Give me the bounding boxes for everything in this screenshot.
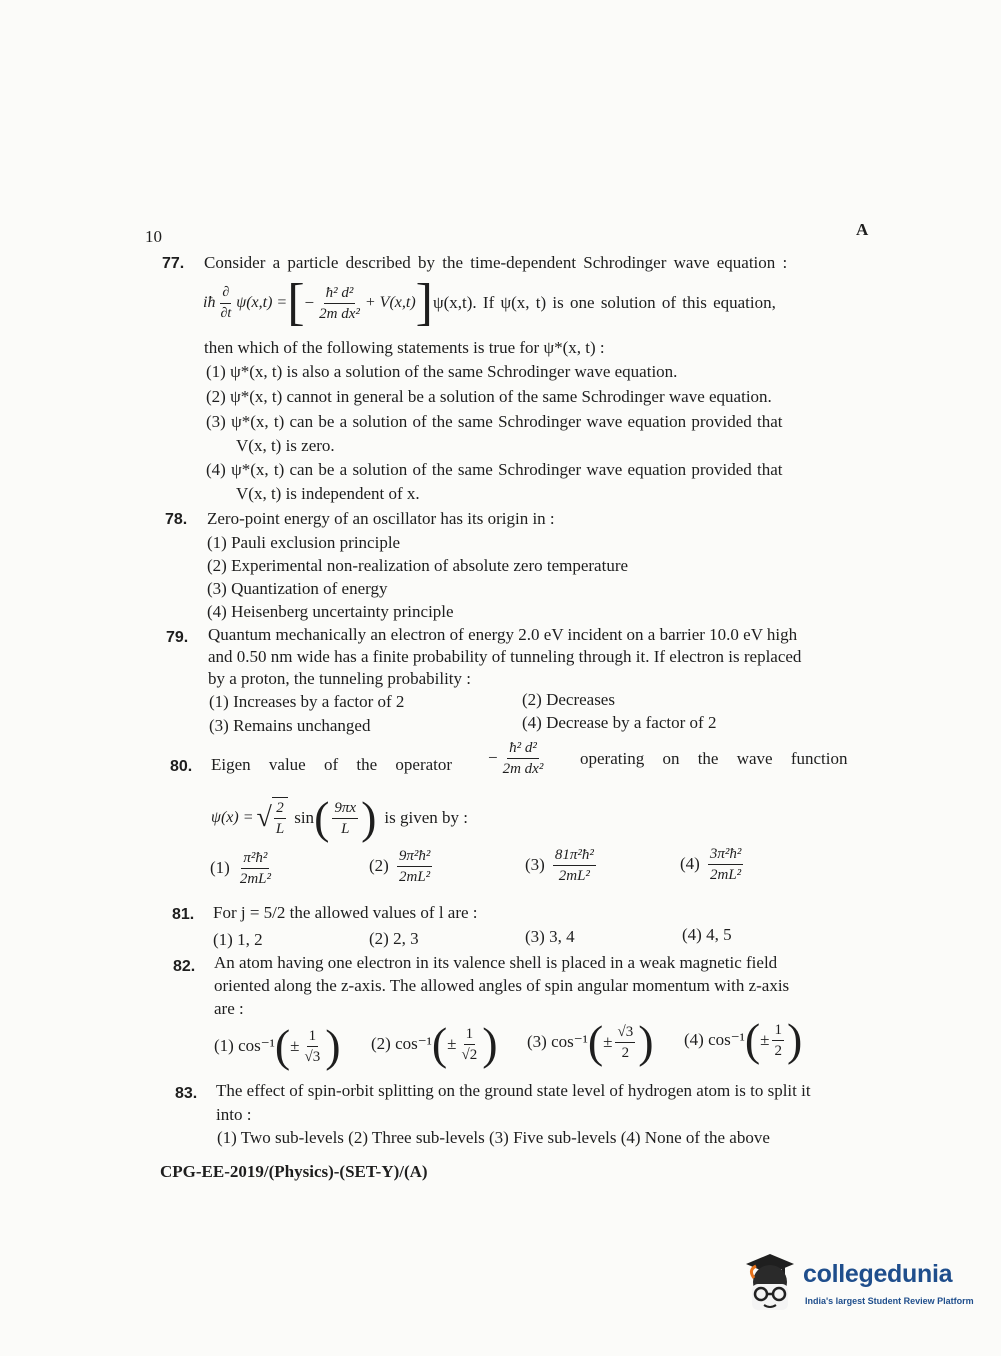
option-1: (1) Pauli exclusion principle [207, 533, 401, 552]
option-3: (3) ψ*(x, t) can be a solution of the same Schrodinger wave equation provided that [206, 412, 783, 431]
right-bracket: ] [415, 274, 433, 331]
option-4: (4) Heisenberg uncertainty principle [207, 602, 454, 621]
set-letter: A [856, 220, 869, 239]
question-stem: are : [214, 999, 244, 1018]
wf-arg-frac: $\frac{9\pi x}{L}$ [334, 799, 357, 837]
wf-tail: is given by : [384, 808, 468, 827]
option-3: (3) Quantization of energy [207, 579, 388, 598]
question-number: 77. [162, 255, 185, 272]
option-1: (1) Increases by a factor of 2 [209, 692, 405, 711]
question-stem: by a proton, the tunneling probability : [208, 669, 471, 688]
question-number: 81. [172, 906, 195, 923]
op-minus: − [488, 748, 498, 767]
question-stem: The effect of spin-orbit splitting on the ground state level of hydrogen atom is to split it [216, 1081, 811, 1100]
question-stem: operating on the wave function [580, 749, 848, 768]
option-4-cont: V(x, t) is independent of x. [236, 484, 420, 503]
question-stem: Eigen value of the operator [211, 755, 453, 774]
option-2: (2) cos⁻¹ ( ± $\frac{1}{√2}$ ) [371, 1018, 498, 1069]
eq-kinetic-frac: $\frac{\text{ħ² d²}}{\text{2m dx²}}$ [319, 284, 360, 322]
option-2: (2) 2, 3 [369, 929, 419, 948]
options-row: (1) Two sub-levels (2) Three sub-levels (3) Five sub-levels (4) None of the above [217, 1128, 770, 1147]
option-1: (1) $\frac{\text{π²ħ²}}{\text{2mL²}}$ [210, 849, 271, 887]
question-stem: Quantum mechanically an electron of energy 2.0 eV incident on a barrier 10.0 eV high [208, 625, 798, 644]
option-3: (3) 3, 4 [525, 927, 575, 946]
eq-tail: ψ(x,t). If ψ(x, t) is one solution of this equation, [432, 293, 776, 312]
option-3: (3) Remains unchanged [209, 716, 371, 735]
eq-ih: iħ [203, 294, 216, 311]
question-stem: and 0.50 nm wide has a finite probability of tunneling through it. If electron is replaced [208, 647, 802, 666]
op-frac: $\frac{\text{ħ² d²}}{\text{2m dx²}}$ [502, 739, 544, 777]
option-1: (1) ψ*(x, t) is also a solution of the same Schrodinger wave equation. [206, 362, 678, 381]
eq-partial-frac: $\frac{\partial}{\partial t}$ [220, 284, 232, 321]
option-2: (2) ψ*(x, t) cannot in general be a solution of the same Schrodinger wave equation. [206, 387, 772, 406]
question-number: 79. [166, 629, 189, 646]
option-4: (4) cos⁻¹ ( ± $\frac{1}{2}$ ) [684, 1014, 803, 1065]
option-3: (3) $\frac{\text{81π²ħ²}}{\text{2mL²}}$ [525, 846, 594, 884]
question-number: 82. [173, 958, 196, 975]
question-number: 78. [165, 511, 188, 528]
left-bracket: [ [287, 274, 305, 331]
option-3-cont: V(x, t) is zero. [236, 436, 335, 455]
footer-code: CPG-EE-2019/(Physics)-(SET-Y)/(A) [160, 1162, 428, 1181]
mascot-icon [740, 1250, 800, 1316]
wave-function [211, 792, 468, 844]
question-stem: Zero-point energy of an oscillator has its origin in : [207, 509, 555, 528]
collegedunia-watermark [740, 1250, 974, 1320]
option-2: (2) Decreases [522, 690, 615, 709]
question-number: 83. [175, 1085, 198, 1102]
option-1: (1) 1, 2 [213, 930, 263, 949]
eq-minus: − [304, 293, 315, 312]
brand-tagline: India's largest Student Review Platform [805, 1296, 974, 1306]
option-3: (3) cos⁻¹ ( ± $\frac{√3}{2}$ ) [527, 1016, 654, 1067]
option-2: (2) Experimental non-realization of absolute zero temperature [207, 556, 629, 575]
option-1: (1) cos⁻¹ ( ± $\frac{1}{√3}$ ) [214, 1020, 341, 1071]
question-number: 80. [170, 758, 193, 775]
wf-sqrt-frac: $\frac{2}{L}$ [272, 797, 288, 839]
option-4: (4) 4, 5 [682, 925, 732, 944]
question-stem: For j = 5/2 the allowed values of l are : [213, 903, 478, 922]
option-2: (2) $\frac{\text{9π²ħ²}}{\text{2mL²}}$ [369, 847, 431, 885]
page-number: 10 [145, 227, 162, 246]
question-stem: An atom having one electron in its valence shell is placed in a weak magnetic field [214, 953, 778, 972]
brand-name: collegedunia [803, 1260, 953, 1288]
right-paren: ) [361, 792, 377, 843]
wf-sin: sin [294, 808, 315, 827]
question-stem: into : [216, 1105, 252, 1124]
eq-potential: + V(x,t) [364, 294, 416, 311]
option-4: (4) Decrease by a factor of 2 [522, 713, 717, 732]
wf-lhs: ψ(x) = [211, 809, 254, 826]
question-stem: then which of the following statements is true for ψ*(x, t) : [204, 338, 605, 357]
question-stem: Consider a particle described by the time-dependent Schrodinger wave equation : [204, 253, 788, 272]
sqrt-sign: √ [256, 802, 272, 833]
schrodinger-equation [203, 274, 776, 331]
question-stem: oriented along the z-axis. The allowed angles of spin angular momentum with z-axis [214, 976, 790, 995]
option-4: (4) ψ*(x, t) can be a solution of the same Schrodinger wave equation provided that [206, 460, 783, 479]
operator [488, 733, 548, 783]
left-paren: ( [314, 792, 330, 843]
eq-psi: ψ(x,t) = [236, 294, 288, 311]
option-4: (4) $\frac{\text{3π²ħ²}}{\text{2mL²}}$ [680, 845, 742, 883]
